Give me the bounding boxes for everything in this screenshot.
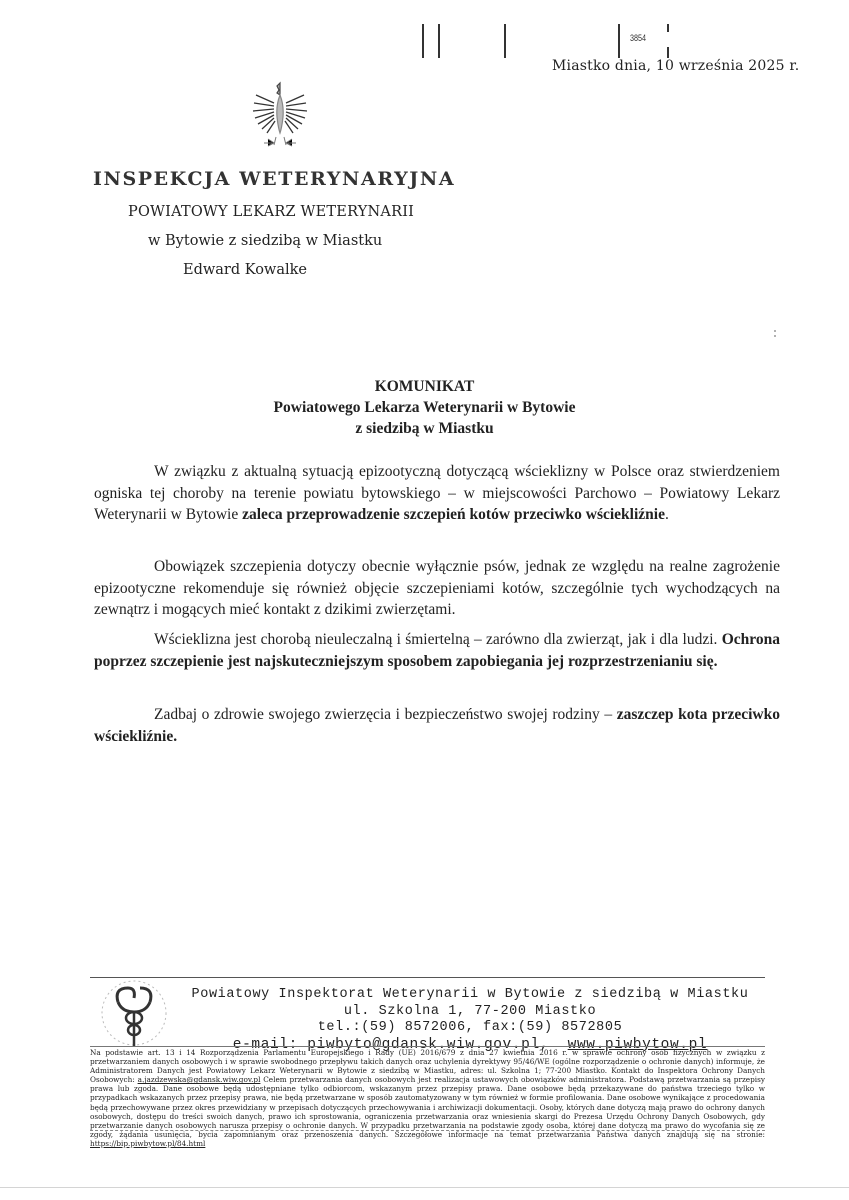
official-name: Edward Kowalke: [183, 262, 307, 278]
registration-mark: [438, 24, 440, 58]
gdpr-notice: [90, 1048, 765, 1148]
registration-mark: [667, 24, 669, 32]
website-link[interactable]: www.piwbytow.pl: [567, 1036, 708, 1053]
reference-number: 3854: [630, 33, 647, 43]
registration-mark: [422, 24, 424, 58]
caduceus-icon: [88, 978, 180, 1048]
email-label: e-mail:: [232, 1036, 308, 1053]
email-link[interactable]: piwbyto@gdansk.wiw.gov.pl,: [307, 1036, 550, 1053]
registration-mark: [618, 24, 620, 58]
paragraph-3-bold: Ochrona poprzez szczepienie jest najskuteczniejszym sposobem zapobiegania jej rozprzestrzenianiu się.: [94, 631, 780, 670]
paragraph-1: [94, 461, 780, 526]
office-title: POWIATOWY LEKARZ WETERYNARII: [128, 204, 415, 220]
footer-top-rule: [90, 977, 765, 978]
scan-dot: [774, 335, 776, 337]
scan-dot: [774, 330, 776, 332]
footer-org: Powiatowy Inspektorat Weterynarii w Bytowie z siedzibą w Miastku: [191, 987, 749, 1002]
gdpr-email-link[interactable]: a.jazdzewska@gdansk.wiw.gov.pl: [137, 1075, 261, 1085]
page-edge: [0, 1187, 849, 1188]
registration-mark: [667, 47, 669, 58]
heading-line-2: Powiatowego Lekarza Weterynarii w Bytowie: [273, 399, 576, 416]
footer-bottom-rule: [90, 1130, 765, 1131]
paragraph-3-text: Wścieklizna jest chorobą nieuleczalną i śmiertelną – zarówno dla zwierząt, jak i dla ludzi.: [154, 631, 722, 648]
footer-address: ul. Szkolna 1, 77-200 Miastko: [343, 1003, 597, 1019]
office-location: w Bytowie z siedzibą w Miastku: [148, 233, 383, 249]
paragraph-3: [94, 629, 780, 672]
paragraph-4-text: Zadbaj o zdrowie swojego zwierzęcia i bezpieczeństwo swojej rodziny –: [154, 706, 617, 723]
footer-phone: tel.:(59) 8572006, fax:(59) 8572805: [317, 1020, 623, 1035]
gdpr-link[interactable]: https://bip.piwbytow.pl/84.html: [90, 1138, 206, 1148]
institution-name: INSPEKCJA WETERYNARYJNA: [93, 168, 456, 190]
heading-title: KOMUNIKAT: [374, 378, 475, 395]
paragraph-1-text: W związku z aktualną sytuacją epizootyczną dotyczącą wścieklizny w Polsce oraz stwierdzeniem ogniska tej choroby na terenie powiatu bytowskiego – w miejscowości Parchowo – Powiatowy Lekarz Weterynarii w Bytowie: [94, 463, 780, 523]
paragraph-2: [94, 556, 780, 621]
footer-contact: [190, 987, 750, 1053]
announcement-heading: [0, 376, 849, 439]
paragraph-2-text: Obowiązek szczepienia dotyczy obecnie wyłącznie psów, jednak ze względu na realne zagrożenie epizootyczne rekomenduje się również objęcie szczepieniami kotów, szczególnie tych wychodzących na zewnątrz i mogących mieć kontakt z dzikimi zwierzętami.: [94, 558, 780, 618]
paragraph-1-bold: zaleca przeprowadzenie szczepień kotów przeciwko wściekliźnie: [242, 506, 665, 523]
gdpr-text: Na podstawie art. 13 i 14 Rozporządzenia Parlamentu Europejskiego i Rady (UE) 2016/679 z dnia 27 kwietnia 2016 r. w sprawie ochrony osób fizycznych w związku z przetwarzaniem danych osobowych i w sprawie swobodnego przepływu takich danych oraz uchylenia dyrektywy 95/46/WE (ogólne rozporządzenie o ochronie danych) informuje, że Administratorem Danych jest Powiatowy Lekarz Weterynarii w Bytowie z siedzibą w Miastku, adres: ul. Szkolna 1; 77-200 Miastko. Kontakt do Inspektora Ochrony Danych Osobowych:: [90, 1048, 765, 1085]
footer-mid-rule: [90, 1046, 765, 1047]
date-line: Miastko dnia, 10 września 2025 r.: [552, 58, 800, 74]
polish-eagle-icon: [244, 75, 316, 155]
gdpr-text-2: Celem przetwarzania danych osobowych jest realizacja ustawowych obowiązków administratora. Podstawą przetwarzania są przepisy prawa lub zgoda. Dane osobowe będą udostępniane tylko odbiorcom, wskazanym przez przepisy prawa. Dane osobowe będą przekazywane do państwa trzeciego tylko w przypadkach wskazanych przez przepisy prawa, nie będą przetwarzane w sposób zautomatyzowany w tym również w formie profilowania. Dane osobowe wynikające z procedowania będą przechowywane przez okres przewidziany w przepisach dotyczących przechowywania i archiwizacji dokumentacji. Osoby, których dane dotyczą mają prawo do ochrony danych osobowych, dostępu do treści swoich danych, prawo ich sprostowania, ograniczenia przetwarzania oraz wniesienia skargi do Prezesa Urzędu Ochrony Danych Osobowych, gdy przetwarzanie danych osobowych narusza przepisy o ochronie danych. W przypadku przetwarzania na podstawie zgody osoba, której dane dotyczą ma prawo do wycofania się ze zgody, żądania usunięcia, bycia zapomnianym oraz przenoszenia danych. Szczegółowe informacje na temat przetwarzania Państwa danych znajdują się na stronie:: [90, 1075, 765, 1139]
registration-mark: [504, 24, 506, 58]
paragraph-1-end: .: [664, 506, 669, 523]
paragraph-4: [94, 704, 780, 747]
paragraph-4-bold: zaszczep kota przeciwko wściekliźnie.: [94, 706, 780, 745]
heading-line-3: z siedzibą w Miastku: [355, 420, 494, 437]
